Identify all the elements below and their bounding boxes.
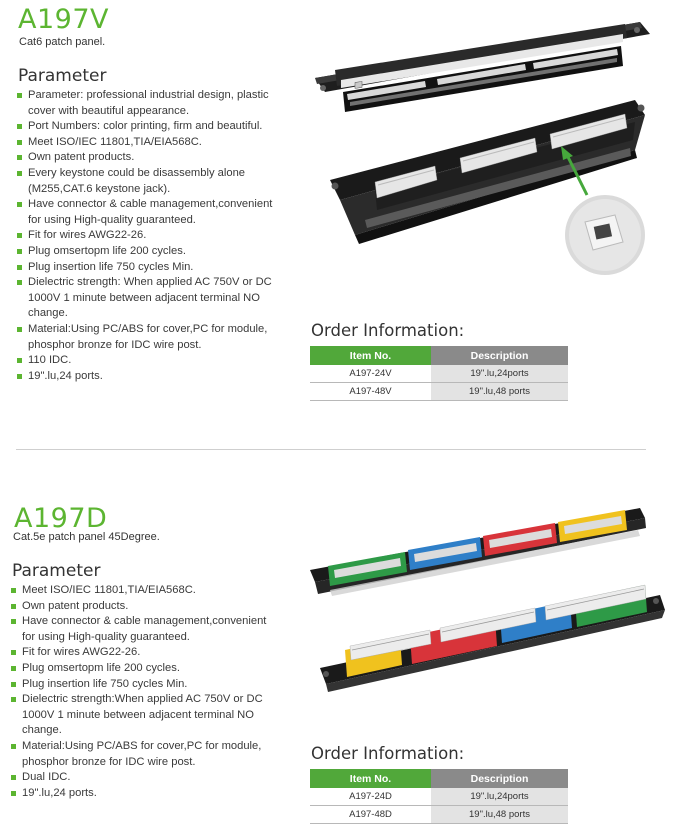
parameter-item: Plug omsertopm life 200 cycles.	[17, 244, 279, 260]
parameter-item: Dual IDC.	[11, 770, 281, 786]
model-title-a197d: A197D	[14, 503, 108, 534]
parameter-item: 19".lu,24 ports.	[11, 786, 281, 802]
parameter-list-a197v	[17, 88, 279, 384]
parameter-item: 110 IDC.	[17, 353, 279, 369]
patch-panel-45degree-rear	[320, 585, 665, 692]
parameter-item: Dielectric strength: When applied AC 750V or DC 1000V 1 minute between adjacent terminal NO change.	[17, 275, 279, 322]
item-no-cell: A197-48D	[310, 806, 431, 824]
parameter-item: Parameter: professional industrial design, plastic cover with beautiful appearance.	[17, 88, 279, 119]
table-header-description: Description	[431, 769, 568, 788]
patch-panel-image-a197d	[300, 500, 680, 710]
table-header-item-no: Item No.	[310, 769, 431, 788]
table-header-description: Description	[431, 346, 568, 365]
subtitle-a197d: Cat.5e patch panel 45Degree.	[13, 531, 160, 543]
section-divider	[16, 449, 646, 450]
parameter-item: Port Numbers: color printing, firm and beautiful.	[17, 119, 279, 135]
parameter-item: Plug insertion life 750 cycles Min.	[17, 260, 279, 276]
parameter-item: Own patent products.	[17, 150, 279, 166]
subtitle-a197v: Cat6 patch panel.	[19, 36, 106, 48]
table-row	[310, 365, 568, 383]
parameter-item: Fit for wires AWG22-26.	[11, 645, 281, 661]
description-cell: 19".lu,24ports	[431, 365, 568, 383]
order-table-a197d	[310, 769, 568, 824]
item-no-cell: A197-24D	[310, 788, 431, 806]
parameter-item: Material:Using PC/ABS for cover,PC for module, phosphor bronze for IDC wire post.	[11, 739, 281, 770]
patch-panel-front-view	[315, 22, 650, 112]
parameter-heading-a197d: Parameter	[12, 561, 101, 581]
parameter-item: Own patent products.	[11, 599, 281, 615]
table-header-item-no: Item No.	[310, 346, 431, 365]
parameter-list-a197d	[11, 583, 281, 801]
parameter-item: Meet ISO/IEC 11801,TIA/EIA568C.	[11, 583, 281, 599]
parameter-item: Plug omsertopm life 200 cycles.	[11, 661, 281, 677]
description-cell: 19".lu,48 ports	[431, 383, 568, 401]
order-info-heading-a197v: Order Information:	[311, 321, 465, 340]
parameter-item: Have connector & cable management,convenient for using High-quality guaranteed.	[17, 197, 279, 228]
table-row	[310, 383, 568, 401]
parameter-heading-a197v: Parameter	[18, 66, 107, 86]
table-row	[310, 806, 568, 824]
patch-panel-image-a197v	[295, 10, 680, 310]
order-table-a197v	[310, 346, 568, 401]
order-info-heading-a197d: Order Information:	[311, 744, 465, 763]
item-no-cell: A197-24V	[310, 365, 431, 383]
description-cell: 19".lu,24ports	[431, 788, 568, 806]
parameter-item: Material:Using PC/ABS for cover,PC for module, phosphor bronze for IDC wire post.	[17, 322, 279, 353]
parameter-item: Dielectric strength:When applied AC 750V or DC 1000V 1 minute between adjacent terminal NO change.	[11, 692, 281, 739]
parameter-item: Every keystone could be disassembly alone (M255,CAT.6 keystone jack).	[17, 166, 279, 197]
table-row	[310, 788, 568, 806]
parameter-item: 19".lu,24 ports.	[17, 369, 279, 385]
item-no-cell: A197-48V	[310, 383, 431, 401]
parameter-item: Meet ISO/IEC 11801,TIA/EIA568C.	[17, 135, 279, 151]
model-title-a197v: A197V	[18, 4, 109, 35]
parameter-item: Fit for wires AWG22-26.	[17, 228, 279, 244]
patch-panel-45degree-front	[310, 508, 646, 596]
description-cell: 19".lu,48 ports	[431, 806, 568, 824]
parameter-item: Have connector & cable management,convenient for using High-quality guaranteed.	[11, 614, 281, 645]
keystone-jack-image	[565, 195, 645, 275]
parameter-item: Plug insertion life 750 cycles Min.	[11, 677, 281, 693]
